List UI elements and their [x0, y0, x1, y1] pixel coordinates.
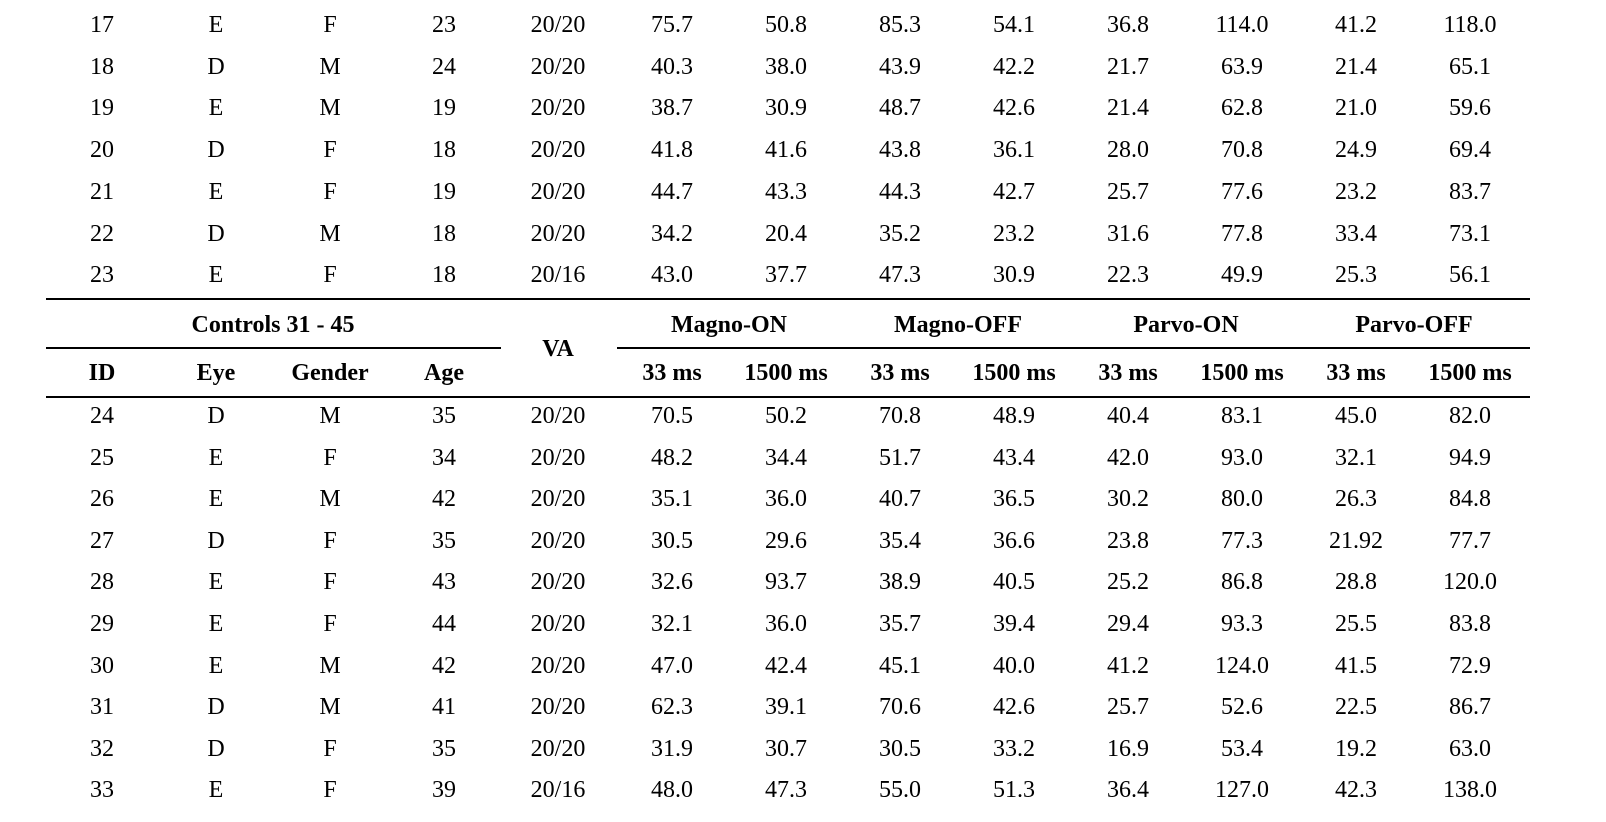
column-parvo-on-1500: 1500 ms [1200, 360, 1284, 386]
group-magno-on: Magno-ON [671, 312, 787, 338]
cell-eye: D [207, 527, 225, 554]
cell-parvo-on-33: 22.3 [1107, 262, 1149, 289]
cell-va: 20/20 [530, 694, 586, 721]
cell-va: 20/20 [530, 611, 586, 637]
cell-age: 39 [432, 777, 456, 804]
cell-id: 33 [90, 777, 114, 804]
cell-eye: E [208, 486, 224, 513]
cell-magno-on-33: 70.5 [651, 403, 693, 429]
cell-gender: M [319, 95, 341, 122]
cell-eye: D [207, 694, 225, 721]
cell-age: 42 [432, 486, 456, 513]
cell-magno-on-1500: 30.9 [765, 95, 807, 122]
cell-id: 22 [90, 220, 114, 247]
cell-parvo-off-1500: 94.9 [1449, 444, 1491, 471]
cell-va: 20/20 [530, 652, 586, 679]
cell-magno-on-33: 47.0 [651, 652, 693, 679]
cell-magno-off-33: 85.3 [879, 12, 921, 38]
cell-magno-off-33: 51.7 [879, 444, 921, 471]
cell-id: 19 [90, 95, 114, 122]
cell-magno-on-33: 40.3 [651, 53, 693, 80]
cell-magno-on-33: 48.2 [651, 444, 693, 471]
cell-age: 19 [432, 95, 456, 122]
column-magno-off-1500: 1500 ms [972, 360, 1056, 386]
cell-parvo-off-33: 21.4 [1335, 53, 1377, 80]
cell-va: 20/20 [530, 403, 586, 429]
cell-va: 20/20 [530, 486, 586, 513]
cell-va: 20/20 [530, 527, 586, 554]
cell-id: 23 [90, 262, 114, 289]
cell-magno-off-1500: 39.4 [993, 611, 1035, 637]
cell-magno-off-1500: 42.2 [993, 53, 1035, 80]
cell-gender: F [323, 12, 337, 38]
column-parvo-on-33: 33 ms [1098, 360, 1158, 386]
cell-parvo-on-33: 21.4 [1107, 95, 1149, 122]
cell-parvo-on-33: 29.4 [1107, 611, 1149, 637]
cell-gender: M [319, 694, 341, 721]
cell-magno-on-33: 30.5 [651, 527, 693, 554]
cell-gender: M [319, 652, 341, 679]
cell-parvo-off-1500: 138.0 [1443, 777, 1497, 804]
cell-magno-on-33: 31.9 [651, 735, 693, 762]
cell-magno-off-1500: 33.2 [993, 735, 1035, 762]
cell-age: 18 [432, 262, 456, 289]
cell-magno-on-33: 75.7 [651, 12, 693, 38]
cell-parvo-on-1500: 53.4 [1221, 735, 1263, 762]
cell-parvo-off-1500: 65.1 [1449, 53, 1491, 80]
cell-eye: E [208, 444, 224, 471]
cell-parvo-on-1500: 83.1 [1221, 403, 1263, 429]
cell-parvo-on-1500: 124.0 [1215, 652, 1269, 679]
table-row [0, 10, 1606, 40]
cell-parvo-off-33: 26.3 [1335, 486, 1377, 513]
cell-magno-off-1500: 51.3 [993, 777, 1035, 804]
cell-gender: F [323, 444, 337, 471]
cell-id: 24 [90, 403, 114, 429]
cell-parvo-off-33: 22.5 [1335, 694, 1377, 721]
cell-eye: D [207, 137, 225, 164]
cell-parvo-off-1500: 82.0 [1449, 403, 1491, 429]
cell-magno-on-1500: 50.8 [765, 12, 807, 38]
cell-parvo-off-1500: 83.7 [1449, 178, 1491, 205]
cell-magno-off-1500: 54.1 [993, 12, 1035, 38]
cell-magno-off-33: 70.6 [879, 694, 921, 721]
table-row [0, 692, 1606, 722]
cell-parvo-on-1500: 80.0 [1221, 486, 1263, 513]
cell-magno-off-1500: 30.9 [993, 262, 1035, 289]
groups-underline [617, 347, 1530, 349]
cell-magno-on-1500: 30.7 [765, 735, 807, 762]
cell-parvo-off-33: 33.4 [1335, 220, 1377, 247]
cell-magno-on-1500: 93.7 [765, 569, 807, 596]
cell-parvo-off-1500: 83.8 [1449, 611, 1491, 637]
cell-parvo-off-33: 19.2 [1335, 735, 1377, 762]
cell-gender: M [319, 53, 341, 80]
table-row [0, 260, 1606, 290]
cell-magno-off-33: 45.1 [879, 652, 921, 679]
cell-magno-off-1500: 36.5 [993, 486, 1035, 513]
cell-parvo-off-33: 41.2 [1335, 12, 1377, 38]
cell-parvo-off-33: 25.5 [1335, 611, 1377, 637]
group-parvo-on: Parvo-ON [1133, 312, 1239, 338]
cell-parvo-on-1500: 49.9 [1221, 262, 1263, 289]
cell-parvo-off-33: 28.8 [1335, 569, 1377, 596]
header-bottom-rule [46, 396, 1530, 398]
table-row [0, 567, 1606, 597]
cell-eye: E [208, 611, 224, 637]
cell-eye: E [208, 95, 224, 122]
cell-eye: D [207, 220, 225, 247]
cell-age: 24 [432, 53, 456, 80]
cell-magno-on-1500: 36.0 [765, 611, 807, 637]
cell-id: 21 [90, 178, 114, 205]
cell-parvo-off-33: 21.0 [1335, 95, 1377, 122]
column-magno-on-1500: 1500 ms [744, 360, 828, 386]
column-parvo-off-1500: 1500 ms [1428, 360, 1512, 386]
column-magno-off-33: 33 ms [870, 360, 930, 386]
cell-parvo-on-1500: 77.6 [1221, 178, 1263, 205]
cell-magno-off-33: 55.0 [879, 777, 921, 804]
cell-id: 30 [90, 652, 114, 679]
table-row [0, 401, 1606, 431]
cell-parvo-on-1500: 70.8 [1221, 137, 1263, 164]
cell-va: 20/20 [530, 569, 586, 596]
cell-parvo-on-1500: 52.6 [1221, 694, 1263, 721]
cell-magno-on-1500: 41.6 [765, 137, 807, 164]
cell-parvo-off-33: 23.2 [1335, 178, 1377, 205]
cell-parvo-on-33: 28.0 [1107, 137, 1149, 164]
cell-id: 28 [90, 569, 114, 596]
cell-magno-off-1500: 42.6 [993, 95, 1035, 122]
cell-magno-on-1500: 42.4 [765, 652, 807, 679]
cell-magno-on-1500: 39.1 [765, 694, 807, 721]
cell-eye: D [207, 735, 225, 762]
cell-age: 34 [432, 444, 456, 471]
cell-parvo-off-33: 21.92 [1329, 527, 1383, 554]
cell-parvo-on-33: 31.6 [1107, 220, 1149, 247]
cell-magno-off-33: 47.3 [879, 262, 921, 289]
cell-magno-off-1500: 42.6 [993, 694, 1035, 721]
cell-magno-on-1500: 37.7 [765, 262, 807, 289]
cell-magno-off-33: 48.7 [879, 95, 921, 122]
group-magno-off: Magno-OFF [894, 312, 1022, 338]
cell-gender: F [323, 777, 337, 804]
cell-parvo-on-1500: 127.0 [1215, 777, 1269, 804]
cell-eye: E [208, 178, 224, 205]
cell-va: 20/20 [530, 12, 586, 38]
cell-va: 20/20 [530, 178, 586, 205]
cell-parvo-on-33: 25.7 [1107, 694, 1149, 721]
cell-parvo-off-1500: 77.7 [1449, 527, 1491, 554]
cell-magno-off-33: 35.2 [879, 220, 921, 247]
cell-gender: F [323, 137, 337, 164]
cell-gender: F [323, 569, 337, 596]
cell-parvo-on-33: 16.9 [1107, 735, 1149, 762]
cell-age: 43 [432, 569, 456, 596]
cell-magno-off-33: 70.8 [879, 403, 921, 429]
cell-id: 20 [90, 137, 114, 164]
cell-magno-off-1500: 40.5 [993, 569, 1035, 596]
table-row [0, 52, 1606, 82]
group-parvo-off: Parvo-OFF [1355, 312, 1473, 338]
cell-age: 19 [432, 178, 456, 205]
cell-magno-on-1500: 38.0 [765, 53, 807, 80]
cell-eye: D [207, 403, 225, 429]
table-row [0, 775, 1606, 805]
cell-magno-off-1500: 42.7 [993, 178, 1035, 205]
cell-magno-on-1500: 20.4 [765, 220, 807, 247]
cell-va: 20/20 [530, 137, 586, 164]
table-row [0, 651, 1606, 681]
cell-parvo-on-1500: 114.0 [1215, 12, 1269, 38]
cell-magno-off-33: 30.5 [879, 735, 921, 762]
cell-parvo-on-33: 30.2 [1107, 486, 1149, 513]
cell-gender: F [323, 527, 337, 554]
cell-va: 20/20 [530, 735, 586, 762]
cell-magno-on-33: 38.7 [651, 95, 693, 122]
table-row [0, 526, 1606, 556]
cell-age: 35 [432, 527, 456, 554]
cell-magno-off-33: 43.9 [879, 53, 921, 80]
cell-magno-on-33: 48.0 [651, 777, 693, 804]
cell-parvo-on-1500: 93.3 [1221, 611, 1263, 637]
column-parvo-off-33: 33 ms [1326, 360, 1386, 386]
table-row [0, 734, 1606, 764]
cell-parvo-off-1500: 118.0 [1443, 12, 1497, 38]
cell-parvo-off-1500: 72.9 [1449, 652, 1491, 679]
cell-age: 41 [432, 694, 456, 721]
cell-magno-on-1500: 47.3 [765, 777, 807, 804]
cell-magno-off-33: 44.3 [879, 178, 921, 205]
cell-age: 42 [432, 652, 456, 679]
cell-magno-on-33: 32.1 [651, 611, 693, 637]
cell-parvo-off-1500: 120.0 [1443, 569, 1497, 596]
column-gender: Gender [291, 360, 369, 386]
cell-magno-off-33: 38.9 [879, 569, 921, 596]
cell-va: 20/16 [530, 777, 586, 804]
cell-eye: D [207, 53, 225, 80]
cell-magno-off-33: 40.7 [879, 486, 921, 513]
cell-parvo-off-1500: 69.4 [1449, 137, 1491, 164]
group-title-underline [46, 347, 501, 349]
cell-parvo-on-33: 41.2 [1107, 652, 1149, 679]
cell-gender: M [319, 403, 341, 429]
cell-age: 18 [432, 220, 456, 247]
cell-parvo-on-33: 36.4 [1107, 777, 1149, 804]
cell-magno-on-33: 35.1 [651, 486, 693, 513]
cell-id: 29 [90, 611, 114, 637]
cell-parvo-on-33: 23.8 [1107, 527, 1149, 554]
cell-parvo-on-33: 25.2 [1107, 569, 1149, 596]
cell-parvo-on-1500: 77.3 [1221, 527, 1263, 554]
cell-eye: E [208, 569, 224, 596]
cell-magno-off-1500: 43.4 [993, 444, 1035, 471]
group-title: Controls 31 - 45 [191, 312, 355, 338]
cell-magno-on-1500: 36.0 [765, 486, 807, 513]
cell-parvo-off-1500: 84.8 [1449, 486, 1491, 513]
cell-magno-on-1500: 50.2 [765, 403, 807, 429]
table-row [0, 177, 1606, 207]
cell-magno-on-33: 44.7 [651, 178, 693, 205]
cell-parvo-off-33: 45.0 [1335, 403, 1377, 429]
header-top-rule [46, 298, 1530, 300]
cell-id: 27 [90, 527, 114, 554]
cell-magno-on-1500: 29.6 [765, 527, 807, 554]
cell-magno-off-1500: 40.0 [993, 652, 1035, 679]
column-magno-on-33: 33 ms [642, 360, 702, 386]
cell-magno-on-33: 32.6 [651, 569, 693, 596]
cell-magno-on-33: 34.2 [651, 220, 693, 247]
cell-gender: F [323, 611, 337, 637]
cell-id: 25 [90, 444, 114, 471]
cell-parvo-off-1500: 59.6 [1449, 95, 1491, 122]
cell-id: 32 [90, 735, 114, 762]
cell-parvo-off-33: 24.9 [1335, 137, 1377, 164]
cell-parvo-on-1500: 62.8 [1221, 95, 1263, 122]
cell-magno-on-33: 62.3 [651, 694, 693, 721]
cell-parvo-off-1500: 63.0 [1449, 735, 1491, 762]
cell-parvo-on-33: 40.4 [1107, 403, 1149, 429]
column-age: Age [424, 360, 464, 386]
table-row [0, 219, 1606, 249]
cell-magno-off-1500: 36.6 [993, 527, 1035, 554]
cell-eye: E [208, 262, 224, 289]
cell-magno-on-1500: 43.3 [765, 178, 807, 205]
cell-magno-off-33: 35.4 [879, 527, 921, 554]
column-id: ID [88, 360, 116, 386]
cell-eye: E [208, 12, 224, 38]
table-row [0, 443, 1606, 473]
cell-va: 20/20 [530, 53, 586, 80]
cell-eye: E [208, 652, 224, 679]
cell-age: 35 [432, 735, 456, 762]
cell-va: 20/16 [530, 262, 586, 289]
cell-parvo-off-1500: 73.1 [1449, 220, 1491, 247]
cell-eye: E [208, 777, 224, 804]
cell-id: 17 [90, 12, 114, 38]
cell-parvo-off-33: 25.3 [1335, 262, 1377, 289]
cell-age: 23 [432, 12, 456, 38]
column-eye: Eye [196, 360, 236, 386]
cell-parvo-off-1500: 56.1 [1449, 262, 1491, 289]
cell-gender: F [323, 262, 337, 289]
cell-parvo-off-33: 41.5 [1335, 652, 1377, 679]
cell-magno-on-33: 41.8 [651, 137, 693, 164]
cell-age: 44 [432, 611, 456, 637]
cell-gender: M [319, 486, 341, 513]
cell-parvo-off-33: 32.1 [1335, 444, 1377, 471]
table-row [0, 609, 1606, 639]
cell-id: 31 [90, 694, 114, 721]
table-row [0, 484, 1606, 514]
cell-va: 20/20 [530, 220, 586, 247]
cell-magno-off-33: 43.8 [879, 137, 921, 164]
cell-parvo-on-1500: 93.0 [1221, 444, 1263, 471]
cell-magno-off-33: 35.7 [879, 611, 921, 637]
cell-magno-off-1500: 23.2 [993, 220, 1035, 247]
cell-parvo-on-33: 42.0 [1107, 444, 1149, 471]
cell-va: 20/20 [530, 444, 586, 471]
cell-gender: F [323, 735, 337, 762]
cell-parvo-on-33: 21.7 [1107, 53, 1149, 80]
cell-parvo-on-1500: 63.9 [1221, 53, 1263, 80]
table-row [0, 135, 1606, 165]
cell-gender: M [319, 220, 341, 247]
cell-gender: F [323, 178, 337, 205]
cell-id: 26 [90, 486, 114, 513]
cell-parvo-off-33: 42.3 [1335, 777, 1377, 804]
cell-age: 18 [432, 137, 456, 164]
cell-magno-off-1500: 36.1 [993, 137, 1035, 164]
table-row [0, 93, 1606, 123]
cell-parvo-on-1500: 77.8 [1221, 220, 1263, 247]
cell-parvo-on-1500: 86.8 [1221, 569, 1263, 596]
cell-magno-off-1500: 48.9 [993, 403, 1035, 429]
cell-magno-on-1500: 34.4 [765, 444, 807, 471]
cell-parvo-off-1500: 86.7 [1449, 694, 1491, 721]
cell-parvo-on-33: 36.8 [1107, 12, 1149, 38]
cell-id: 18 [90, 53, 114, 80]
cell-parvo-on-33: 25.7 [1107, 178, 1149, 205]
cell-age: 35 [432, 403, 456, 429]
cell-va: 20/20 [530, 95, 586, 122]
column-va: VA [542, 336, 574, 362]
cell-magno-on-33: 43.0 [651, 262, 693, 289]
